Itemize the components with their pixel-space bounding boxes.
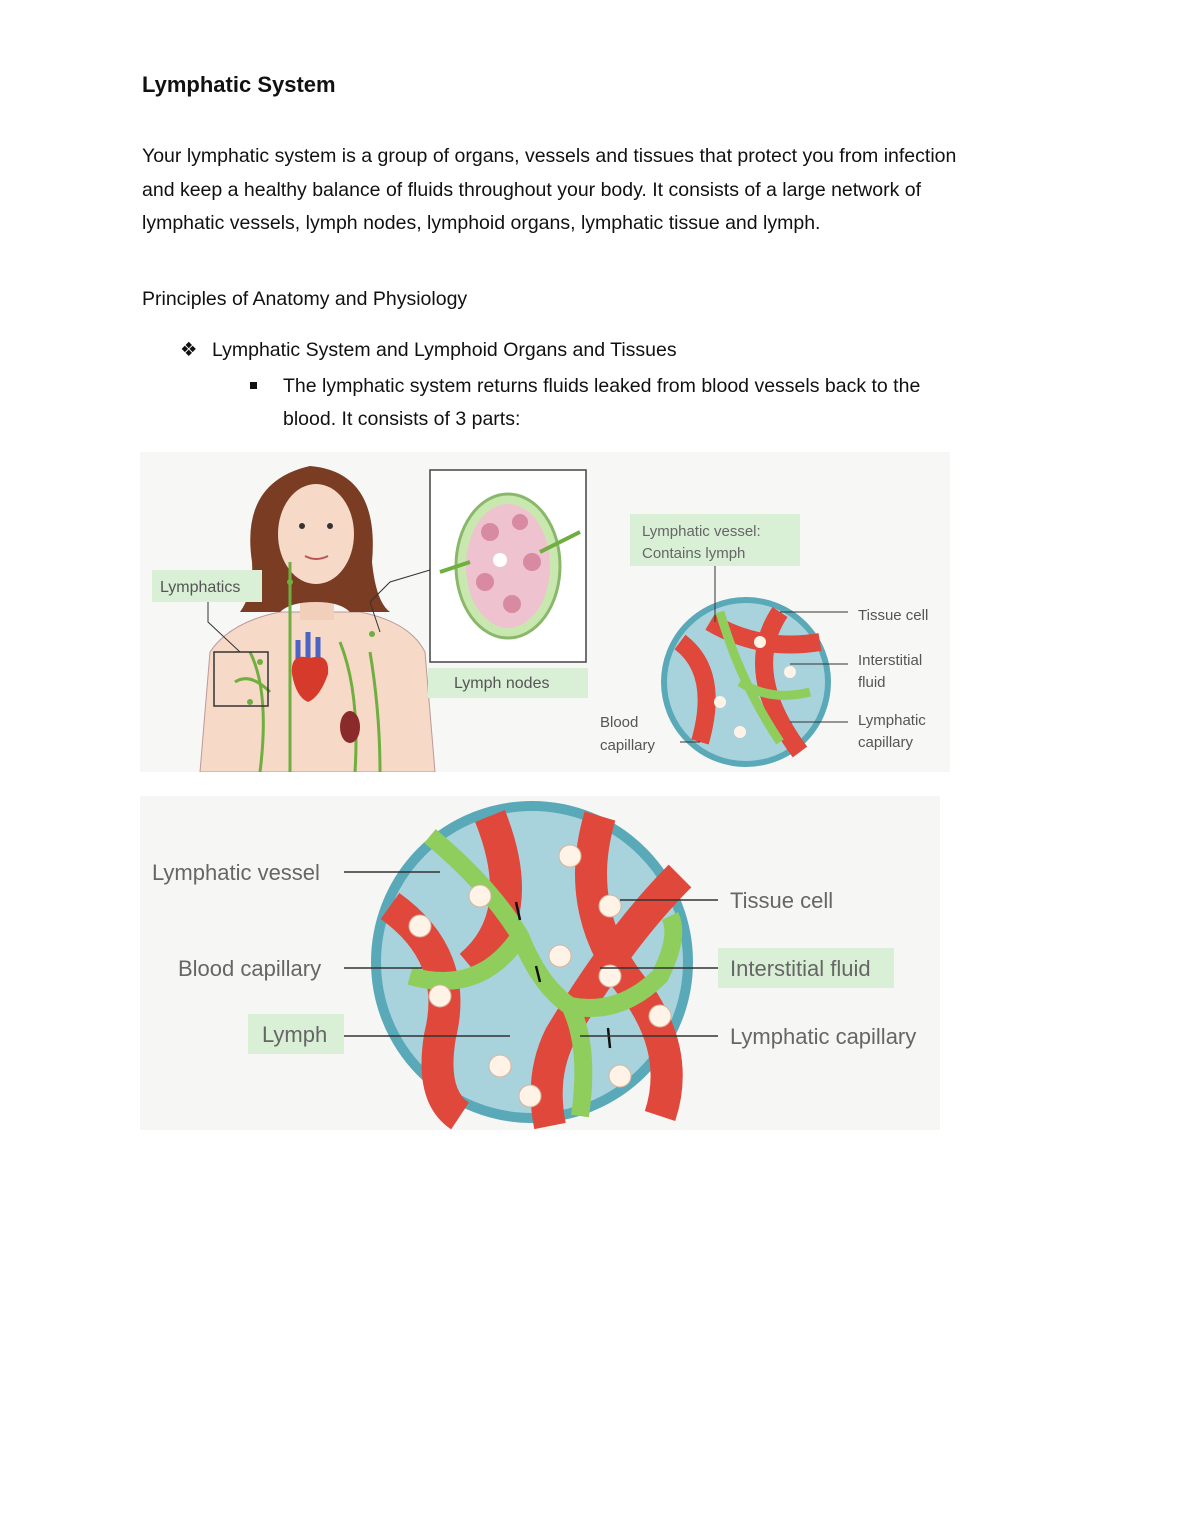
label-lymph-nodes: Lymph nodes [454,675,550,692]
diamond-bullet-icon: ❖ [180,339,198,361]
label-tissue-cell: Tissue cell [730,888,834,913]
bullet-text: Lymphatic System and Lymphoid Organs and Tissues [212,339,677,361]
tissue-detail-small-illustration [664,600,828,764]
sub-bullet-item [250,370,970,436]
lymphatic-overview-figure [140,452,950,772]
label-lymphatic-capillary-line2: capillary [858,734,914,751]
label-interstitial-line1: Interstitial [858,652,923,669]
section-subheading: Principles of Anatomy and Physiology [142,288,468,310]
sub-bullet-text: The lymphatic system returns fluids leaked from blood vessels back to the blood. It consists of 3 parts: [283,375,921,430]
label-blood-capillary-line1: Blood [600,714,639,731]
label-lymphatic-vessel: Lymphatic vessel [152,860,320,885]
label-interstitial-line2: fluid [858,674,886,691]
label-blood-capillary-line2: capillary [600,737,656,754]
label-lymph: Lymph [262,1022,328,1047]
bullet-item [180,338,677,362]
label-lymphatic-vessel-line2: Contains lymph [642,545,746,562]
label-lymphatics: Lymphatics [160,579,241,596]
label-tissue-cell: Tissue cell [858,607,929,624]
label-interstitial-fluid: Interstitial fluid [730,956,871,981]
page-title: Lymphatic System [142,72,336,97]
label-blood-capillary: Blood capillary [178,956,322,981]
tissue-detail-large-illustration [376,806,688,1126]
label-lymphatic-capillary: Lymphatic capillary [730,1024,917,1049]
tissue-detail-figure [140,796,940,1130]
label-lymphatic-capillary-line1: Lymphatic [858,712,926,729]
square-bullet-icon [250,382,257,389]
intro-paragraph: Your lymphatic system is a group of organs, vessels and tissues that protect you from infection and keep a healthy balance of fluids throughout your body. It consists of a large network of lymphatic vessels, lymph nodes, lymphoid organs, lymphatic tissue and lymph. [142,145,957,234]
label-lymphatic-vessel-line1: Lymphatic vessel: [642,523,761,540]
